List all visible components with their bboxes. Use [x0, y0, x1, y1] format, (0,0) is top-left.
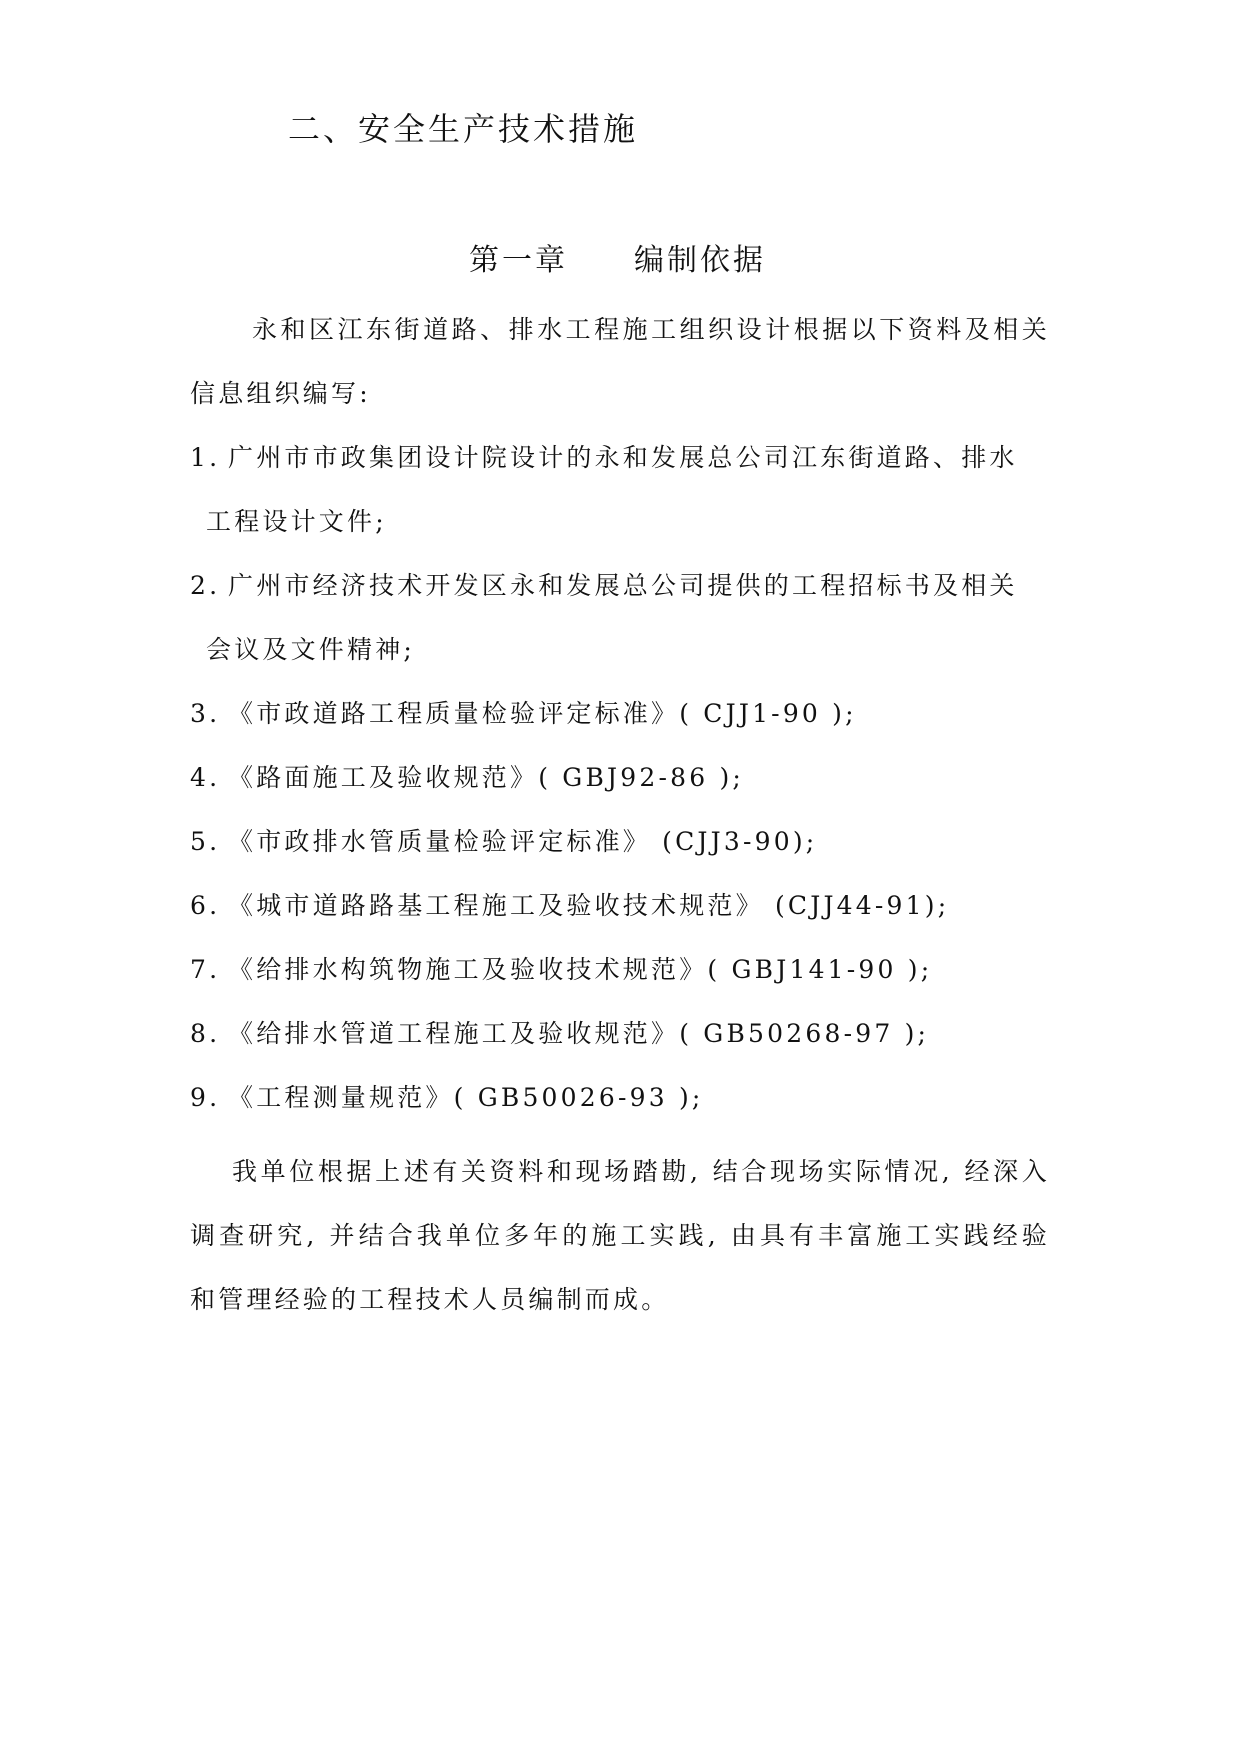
list-item-number: 1.: [190, 443, 221, 472]
list-item-text: 《给排水管道工程施工及验收规范》( GB50268-97 );: [228, 1019, 930, 1048]
list-item: [190, 426, 1050, 554]
list-item-text: 《工程测量规范》( GB50026-93 );: [228, 1083, 704, 1112]
section-title: 二、安全生产技术措施: [288, 110, 639, 148]
list-item-number: 6.: [190, 891, 221, 920]
list-item-text: 《市政排水管质量检验评定标准》 (CJJ3-90);: [228, 827, 818, 856]
list-item: [190, 554, 1050, 682]
list-item: [190, 1002, 1050, 1066]
list-item-number: 8.: [190, 1019, 221, 1048]
reference-list: [190, 426, 1050, 1130]
list-item-text: 《给排水构筑物施工及验收技术规范》( GBJ141-90 );: [228, 955, 933, 984]
list-item-text-continued: 工程设计文件;: [206, 507, 387, 536]
list-item-number: 4.: [190, 763, 221, 792]
list-item-text-continued: 会议及文件精神;: [206, 635, 416, 664]
list-item-number: 3.: [190, 699, 221, 728]
intro-paragraph: 永和区江东街道路、排水工程施工组织设计根据以下资料及相关信息组织编写:: [190, 315, 1050, 408]
list-item-number: 9.: [190, 1083, 221, 1112]
list-item-number: 7.: [190, 955, 221, 984]
list-item: [190, 746, 1050, 810]
list-item-text: 《市政道路工程质量检验评定标准》( CJJ1-90 );: [228, 699, 857, 728]
closing-paragraph: 我单位根据上述有关资料和现场踏勘, 结合现场实际情况, 经深入调查研究, 并结合我单位多年的施工实践, 由具有丰富施工实践经验和管理经验的工程技术人员编制而成。: [190, 1157, 1050, 1314]
list-item: [190, 938, 1050, 1002]
chapter-heading: [469, 236, 766, 286]
list-item-number: 2.: [190, 571, 221, 600]
list-item-text: 广州市经济技术开发区永和发展总公司提供的工程招标书及相关: [228, 571, 1018, 600]
list-item: [190, 810, 1050, 874]
list-item: [190, 874, 1050, 938]
list-item-text: 广州市市政集团设计院设计的永和发展总公司江东街道路、排水: [228, 443, 1018, 472]
list-item-text: 《城市道路路基工程施工及验收技术规范》 (CJJ44-91);: [228, 891, 950, 920]
list-item: [190, 1066, 1050, 1130]
chapter-number: 第一章: [469, 243, 568, 278]
chapter-title: 编制依据: [634, 243, 766, 278]
list-item: [190, 682, 1050, 746]
list-item-text: 《路面施工及验收规范》( GBJ92-86 );: [228, 763, 745, 792]
list-item-number: 5.: [190, 827, 221, 856]
